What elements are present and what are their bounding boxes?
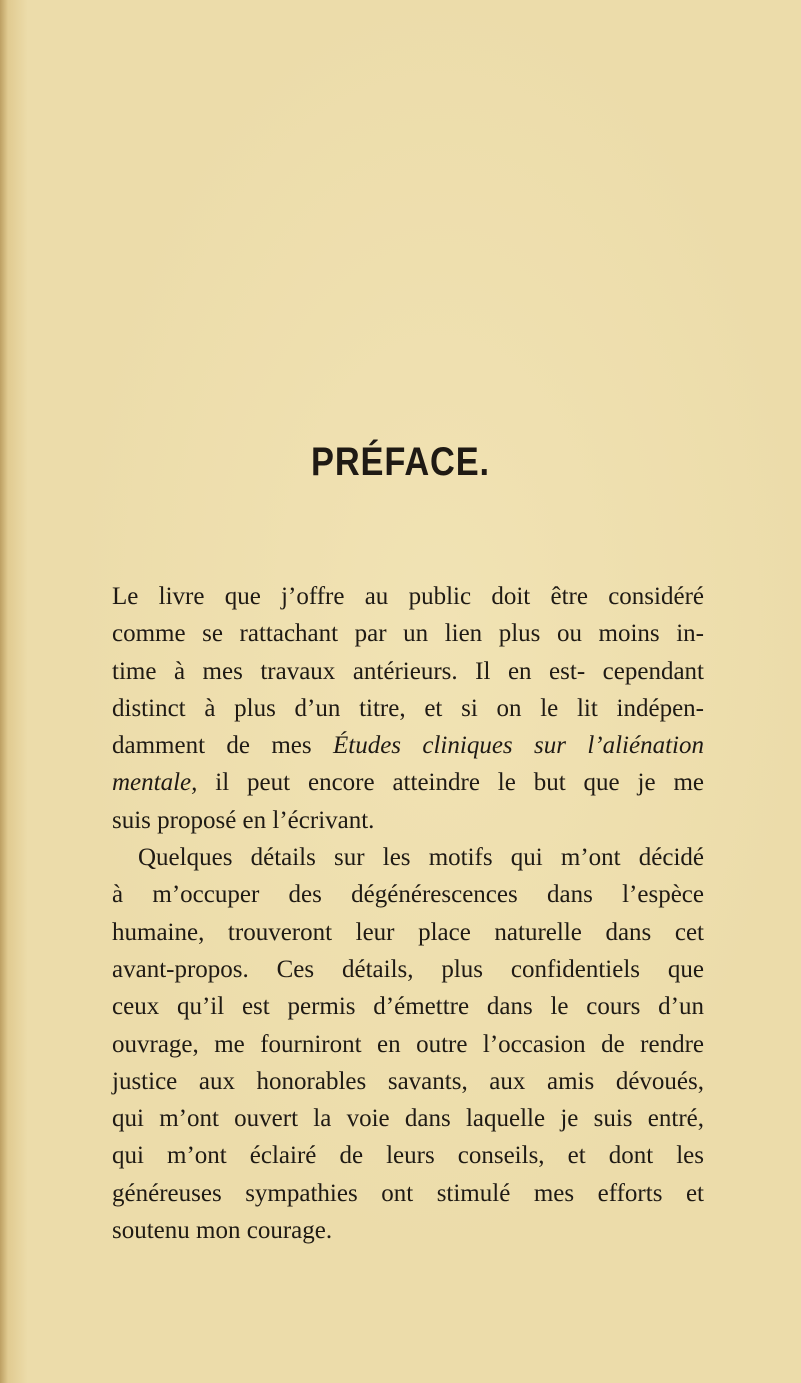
text-line: qui m’ont éclairé de leurs conseils, et dont les: [112, 1142, 704, 1170]
body-text: [112, 578, 704, 1249]
book-title-italic: Études cliniques sur l’aliénation: [332, 732, 704, 760]
text-line: [112, 727, 704, 764]
text-line: Le livre que j’offre au public doit être considéré: [112, 583, 704, 610]
page-title: PRÉFACE.: [311, 440, 490, 484]
text-line: Quelques détails sur les motifs qui m’ont décidé: [138, 844, 704, 872]
text-line: comme se rattachant par un lien plus ou moins in-: [112, 620, 704, 648]
text-run: damment de mes: [112, 732, 333, 760]
text-run: il peut encore atteindre le but que je me: [197, 769, 704, 797]
text-line: distinct à plus d’un titre, et si on le lit indépen-: [112, 694, 704, 722]
text-line: qui m’ont ouvert la voie dans laquelle je suis entré,: [112, 1105, 704, 1133]
text-line: time à mes travaux antérieurs. Il en est- cependant: [112, 657, 704, 685]
text-line: soutenu mon courage.: [112, 1217, 333, 1245]
text-line: avant-propos. Ces détails, plus confidentiels que: [112, 955, 704, 983]
text-line: à m’occuper des dégénérescences dans l’espèce: [112, 881, 704, 909]
text-line: ceux qu’il est permis d’émettre dans le cours d’un: [112, 993, 704, 1021]
text-line: généreuses sympathies ont stimulé mes efforts et: [112, 1179, 704, 1207]
text-line: suis proposé en l’écrivant.: [112, 806, 375, 834]
text-line: ouvrage, me fourniront en outre l’occasion de rendre: [112, 1030, 704, 1058]
text-line: [112, 764, 704, 801]
text-line: humaine, trouveront leur place naturelle dans cet: [112, 918, 704, 946]
text-line: justice aux honorables savants, aux amis dévoués,: [112, 1067, 704, 1095]
book-title-italic: mentale,: [112, 769, 198, 797]
